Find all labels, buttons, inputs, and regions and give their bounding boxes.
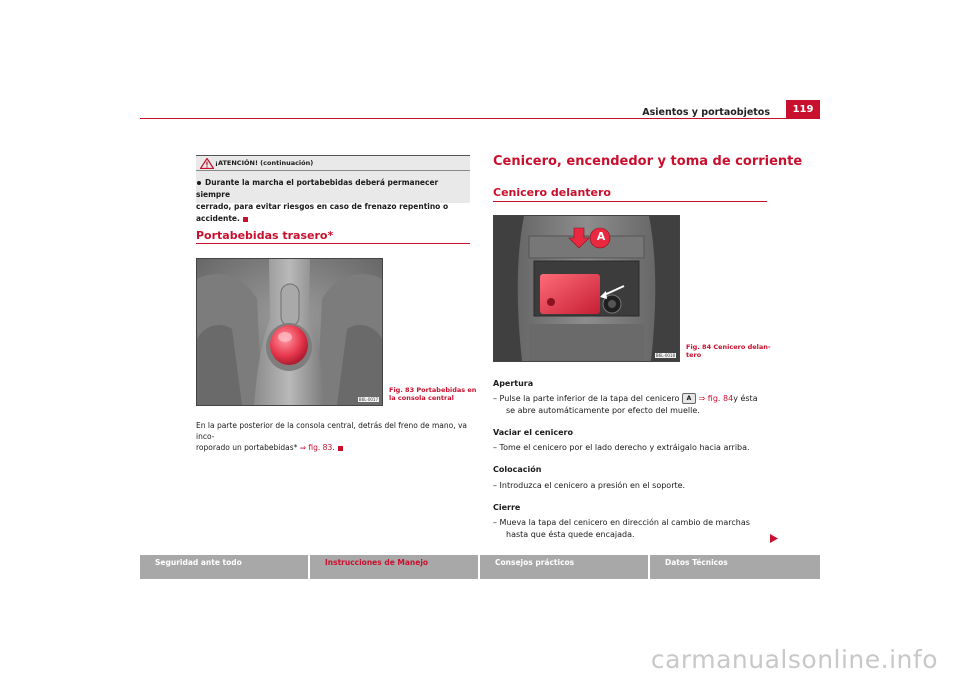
footer-tab-consejos[interactable]: Consejos prácticos <box>480 555 648 579</box>
running-header-title: Asientos y portaobjetos <box>642 107 770 118</box>
footer-tab-seguridad[interactable]: Seguridad ante todo <box>140 555 308 579</box>
paragraph-end: . <box>332 443 335 452</box>
cierre-title: Cierre <box>493 503 521 512</box>
figure-84-link[interactable]: ⇒ fig. 84 <box>698 394 734 403</box>
end-mark-icon <box>243 217 248 222</box>
next-page-arrow-icon[interactable] <box>770 534 778 543</box>
paragraph-line: En la parte posterior de la consola central, detrás del freno de mano, va inco- <box>196 421 467 441</box>
warning-title: ¡ATENCIÓN! (continuación) <box>215 159 314 167</box>
caption-line: tero <box>686 351 702 359</box>
ashtray-illustration <box>494 216 679 361</box>
figure-code: B6L-0018 <box>655 353 675 358</box>
warning-box <box>196 155 470 223</box>
vaciar-step: – Tome el cenicero por el lado derecho y extráigalo hacia arriba. <box>493 443 750 452</box>
watermark <box>0 645 960 674</box>
warning-body-line2: cerrado, para evitar riesgos en caso de frenazo repentino o accidente. <box>196 202 449 223</box>
colocacion-step: – Introduzca el cenicero a presión en el soporte. <box>493 481 686 490</box>
end-mark-icon <box>338 446 343 451</box>
apertura-title: Apertura <box>493 379 534 388</box>
caption-line: Fig. 83 Portabebidas en <box>389 386 477 394</box>
paragraph-line: roporado un portabebidas* <box>196 443 300 452</box>
step-text: – Mueva la tapa del cenicero en dirección al cambio de marchas <box>493 518 750 527</box>
apertura-step <box>493 393 773 417</box>
step-text: – Pulse la parte inferior de la tapa del cenicero <box>493 394 680 403</box>
figure-84-caption <box>686 343 771 359</box>
colocacion-title: Colocación <box>493 465 542 474</box>
cierre-step <box>493 517 773 541</box>
vaciar-title: Vaciar el cenicero <box>493 428 573 437</box>
section-heading-portabebidas: Portabebidas trasero* <box>196 229 334 242</box>
header-rule <box>140 118 820 119</box>
figure-84-image <box>493 215 680 362</box>
section-rule <box>196 243 470 244</box>
figure-83-caption <box>389 386 476 402</box>
subsection-rule <box>493 201 767 202</box>
warning-body-line1: Durante la marcha el portabebidas deberá permanecer siempre <box>196 178 439 199</box>
callout-a-badge: A <box>682 393 696 404</box>
warning-triangle-icon <box>200 158 214 169</box>
footer-tab-datos[interactable]: Datos Técnicos <box>650 555 820 579</box>
figure-83-link[interactable]: ⇒ fig. 83 <box>299 443 333 452</box>
rear-console-illustration <box>197 259 382 405</box>
step-text: y ésta <box>733 394 758 403</box>
step-text: se abre automáticamente por efecto del muelle. <box>506 406 700 415</box>
caption-line: la consola central <box>389 394 454 402</box>
figure-label-a: A <box>596 230 606 243</box>
caption-line: Fig. 84 Cenicero delan- <box>686 343 771 351</box>
subheading-cenicero-delantero: Cenicero delantero <box>493 186 611 199</box>
portabebidas-paragraph <box>196 420 472 453</box>
warning-divider <box>196 170 470 171</box>
page-number: 119 <box>786 100 820 119</box>
section-heading-cenicero: Cenicero, encendedor y toma de corriente <box>493 154 803 169</box>
warning-body <box>196 177 468 225</box>
footer-tab-instrucciones[interactable]: Instrucciones de Manejo <box>310 555 478 579</box>
step-text: hasta que ésta quede encajada. <box>506 530 635 539</box>
figure-83-image <box>196 258 383 406</box>
bullet-icon <box>197 181 201 185</box>
figure-code: B6L-0017 <box>358 397 378 402</box>
watermark-text: carmanualsonline.info <box>650 645 938 674</box>
